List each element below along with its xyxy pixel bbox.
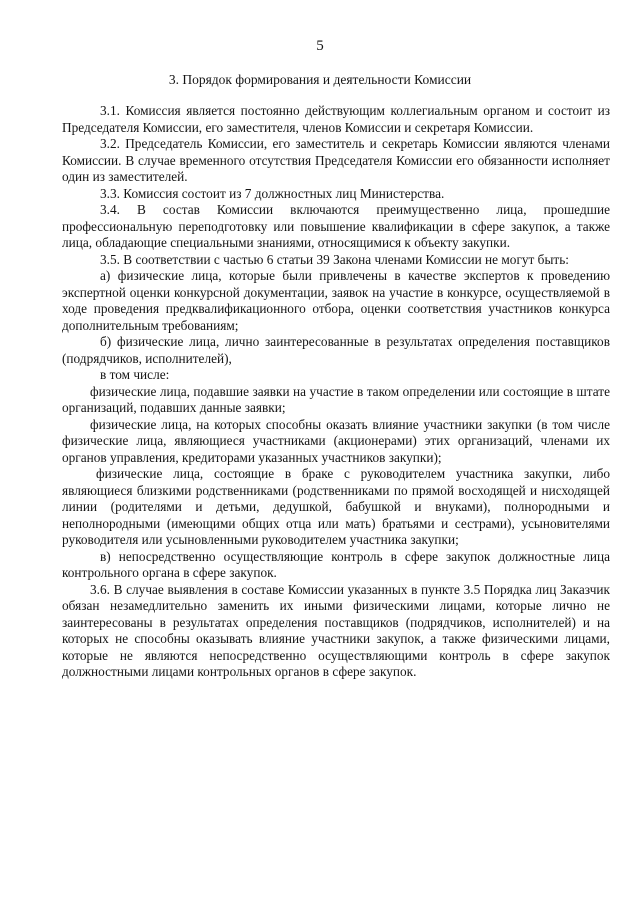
- sub-item-applicants: физические лица, подавшие заявки на участие в таком определении или состоящие в штате организаций, подавших данные заявки;: [62, 383, 610, 415]
- paragraph-3-3: 3.3. Комиссия состоит из 7 должностных лиц Министерства.: [100, 185, 445, 201]
- paragraph-3-4: 3.4. В состав Комиссии включаются преимущественно лица, прошедшие профессиональную переподготовку или повышение квалификации в сфере закупок, а также лица, обладающие специальными знаниями, относящимися к объекту закупки.: [62, 202, 610, 250]
- paragraph-3-5: 3.5. В соответствии с частью 6 статьи 39 Закона членами Комиссии не могут быть:: [100, 251, 569, 267]
- paragraph-3-1: 3.1. Комиссия является постоянно действующим коллегиальным органом и состоит из Председателя Комиссии, его заместителя, членов Комиссии и секретаря Комиссии.: [62, 103, 610, 135]
- document-body: [62, 103, 610, 681]
- list-item-a: а) физические лица, которые были привлечены в качестве экспертов к проведению экспертной оценки конкурсной документации, заявок на участие в конкурсе, осуществляемой в ходе проведения предквалификационного отбора, оценки соответствия участников конкурса дополнительным требованиям;: [62, 268, 610, 333]
- section-title: 3. Порядок формирования и деятельности Комиссии: [168, 72, 472, 87]
- sub-item-relatives: физические лица, состоящие в браке с руководителем участника закупки, либо являющиеся близкими родственниками (родственниками по прямой восходящей и нисходящей линии (родителями и детьми, дедушкой, бабушкой и внуками), полнородными и неполнородными (имеющими общих отца или мать) братьями и сестрами), усыновителями руководителя или усыновленными руководителем участника закупки;: [62, 466, 610, 547]
- sub-item-influenced-persons: физические лица, на которых способны оказать влияние участники закупки (в том числе физические лица, являющиеся участниками (акционерами) этих организаций, членами их органов управления, кредиторами указанных участников закупки);: [62, 416, 610, 465]
- list-item-b: б) физические лица, лично заинтересованные в результатах определения поставщиков (подрядчиков, исполнителей),: [62, 334, 610, 366]
- paragraph-3-2: 3.2. Председатель Комиссии, его заместитель и секретарь Комиссии являются членами Комиссии. В случае временного отсутствия Председателя Комиссии его обязанности исполняет один из заместителей.: [62, 136, 610, 184]
- list-item-v: в) непосредственно осуществляющие контроль в сфере закупок должностные лица контрольного органа в сфере закупок.: [62, 548, 610, 580]
- page-number: 5: [316, 38, 324, 54]
- list-item-b-including: в том числе:: [100, 367, 170, 382]
- paragraph-3-6: 3.6. В случае выявления в составе Комиссии указанных в пункте 3.5 Порядка лиц Заказчик обязан незамедлительно заменить их иными физическими лицами, которые лично не заинтересованы в результатах определения поставщиков (подрядчиков, исполнителей) и на которых не способны оказывать влияние участники закупок, а также физическими лицами, которые не являются непосредственно осуществляющими контроль в сфере закупок должностными лицами контрольных органов в сфере закупок.: [62, 581, 610, 679]
